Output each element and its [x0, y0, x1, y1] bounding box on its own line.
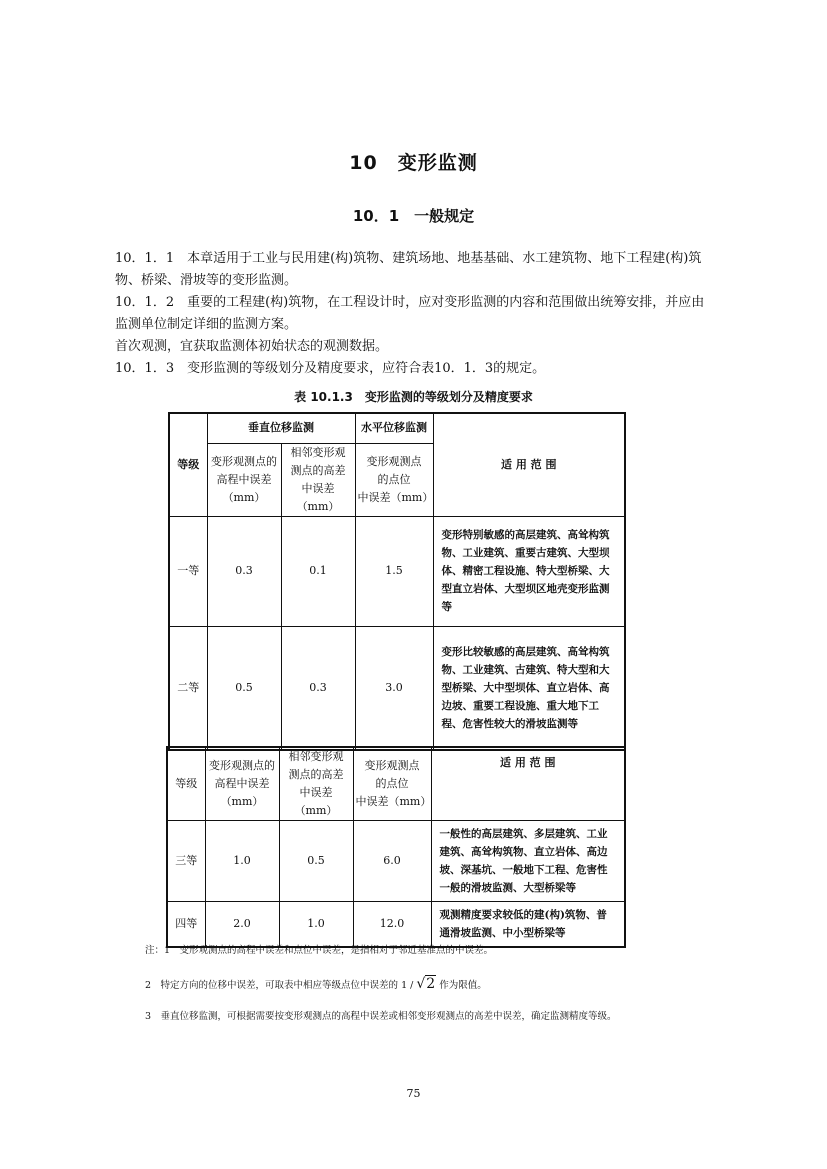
header-adjacent-error — [279, 747, 353, 821]
header-adjacent-line3: 中误差（mm） — [296, 481, 340, 513]
paragraph-first-observation: 首次观测，宜获取监测体初始状态的观测数据。 — [115, 339, 389, 354]
row-point-error: 12.0 — [353, 902, 431, 948]
row-height-error: 2.0 — [205, 902, 279, 948]
header-adjacent-line2: 测点的高差 — [288, 768, 344, 781]
header-point-line2: 的点位 — [377, 472, 411, 486]
header-point-line2: 的点位 — [375, 777, 409, 790]
header-height-error-line1: 变形观测点的 — [211, 454, 277, 468]
row-height-error: 0.3 — [207, 516, 281, 626]
paragraph-10-1-2: 10．1．2 重要的工程建(构)筑物，在工程设计时，应对变形监测的内容和范围做出统筹安排，并应由监测单位制定详细的监测方案。 — [115, 295, 705, 332]
header-point-error — [353, 747, 431, 821]
paragraph-10-1-1: 10．1．1 本章适用于工业与民用建(构)筑物、建筑场地、地基基础、水工建筑物、地下工程建(构)筑物、桥梁、滑坡等的变形监测。 — [115, 251, 702, 288]
table-caption: 表 10.1.3 变形监测的等级划分及精度要求 — [294, 390, 533, 404]
sqrt-symbol: √2 — [416, 976, 436, 992]
table-note-2-suffix: 作为限值。 — [439, 980, 487, 991]
row-adjacent-error: 0.5 — [279, 821, 353, 902]
table-row — [167, 902, 625, 948]
header-height-error — [207, 443, 281, 516]
header-adjacent-error — [281, 443, 355, 516]
row-height-error: 0.5 — [207, 626, 281, 750]
header-point-line1: 变形观测点 — [366, 454, 422, 468]
table-row — [167, 821, 625, 902]
row-point-error: 6.0 — [353, 821, 431, 902]
header-height-error-line2: 高程中误差 — [216, 472, 272, 486]
row-grade: 三等 — [167, 821, 205, 902]
header-grade: 等级 — [169, 413, 207, 516]
section-title: 10．1 一般规定 — [352, 207, 475, 225]
header-point-line1: 变形观测点 — [364, 759, 420, 772]
row-point-error: 3.0 — [355, 626, 433, 750]
row-scope: 变形比较敏感的高层建筑、高耸构筑物、工业建筑、古建筑、特大型和大型桥梁、大中型坝体、直立岩体、高边坡、重要工程设施、重大地下工程、危害性较大的滑坡监测等 — [433, 626, 625, 750]
header-adjacent-line2: 测点的高差 — [290, 463, 346, 477]
chapter-title: 10 变形监测 — [349, 152, 478, 174]
row-grade: 二等 — [169, 626, 207, 750]
header-height-error — [205, 747, 279, 821]
table-row — [169, 626, 625, 750]
row-scope: 一般性的高层建筑、多层建筑、工业建筑、高耸构筑物、直立岩体、高边坡、深基坑、一般地下工程、危害性一般的滑坡监测、大型桥梁等 — [431, 821, 625, 902]
row-point-error: 1.5 — [355, 516, 433, 626]
header-point-line3: 中误差（mm） — [357, 490, 434, 504]
table-row — [169, 516, 625, 626]
header-height-error-line3: （mm） — [220, 795, 264, 808]
row-adjacent-error: 1.0 — [279, 902, 353, 948]
table-note-1: 注：1 变形观测点的高程中误差和点位中误差，是指相对于邻近基准点的中误差。 — [145, 945, 494, 956]
header-scope: 适 用 范 围 — [431, 747, 625, 821]
header-adjacent-line1: 相邻变形观 — [290, 445, 346, 459]
table-note-3: 3 垂直位移监测，可根据需要按变形观测点的高程中误差或相邻变形观测点的高差中误差，确定监测精度等级。 — [145, 1011, 617, 1022]
header-horizontal-group: 水平位移监测 — [355, 413, 433, 443]
header-height-error-line3: （mm） — [222, 490, 266, 504]
precision-table-upper — [168, 412, 626, 751]
row-adjacent-error: 0.3 — [281, 626, 355, 750]
row-grade: 四等 — [167, 902, 205, 948]
table-note-2 — [145, 976, 705, 992]
header-grade: 等级 — [167, 747, 205, 821]
row-adjacent-error: 0.1 — [281, 516, 355, 626]
page-number: 75 — [406, 1087, 421, 1100]
precision-table-lower — [166, 746, 626, 948]
header-height-error-line1: 变形观测点的 — [209, 759, 275, 772]
row-height-error: 1.0 — [205, 821, 279, 902]
header-height-error-line2: 高程中误差 — [214, 777, 270, 790]
header-adjacent-line1: 相邻变形观 — [288, 750, 344, 763]
header-adjacent-line3: 中误差（mm） — [294, 786, 338, 817]
paragraph-10-1-3: 10．1．3 变形监测的等级划分及精度要求，应符合表10．1．3的规定。 — [115, 361, 546, 376]
row-grade: 一等 — [169, 516, 207, 626]
sqrt-value: 2 — [426, 976, 436, 992]
header-scope: 适 用 范 围 — [433, 413, 625, 516]
table-note-2-text: 2 特定方向的位移中误差，可取表中相应等级点位中误差的 1 / — [145, 980, 414, 991]
row-scope: 变形特别敏感的高层建筑、高耸构筑物、工业建筑、重要古建筑、大型坝体、精密工程设施、特大型桥梁、大型直立岩体、大型坝区地壳变形监测等 — [433, 516, 625, 626]
header-vertical-group: 垂直位移监测 — [207, 413, 355, 443]
row-scope: 观测精度要求较低的建(构)筑物、普通滑坡监测、中小型桥梁等 — [431, 902, 625, 948]
header-point-error — [355, 443, 433, 516]
header-point-line3: 中误差（mm） — [355, 795, 432, 808]
